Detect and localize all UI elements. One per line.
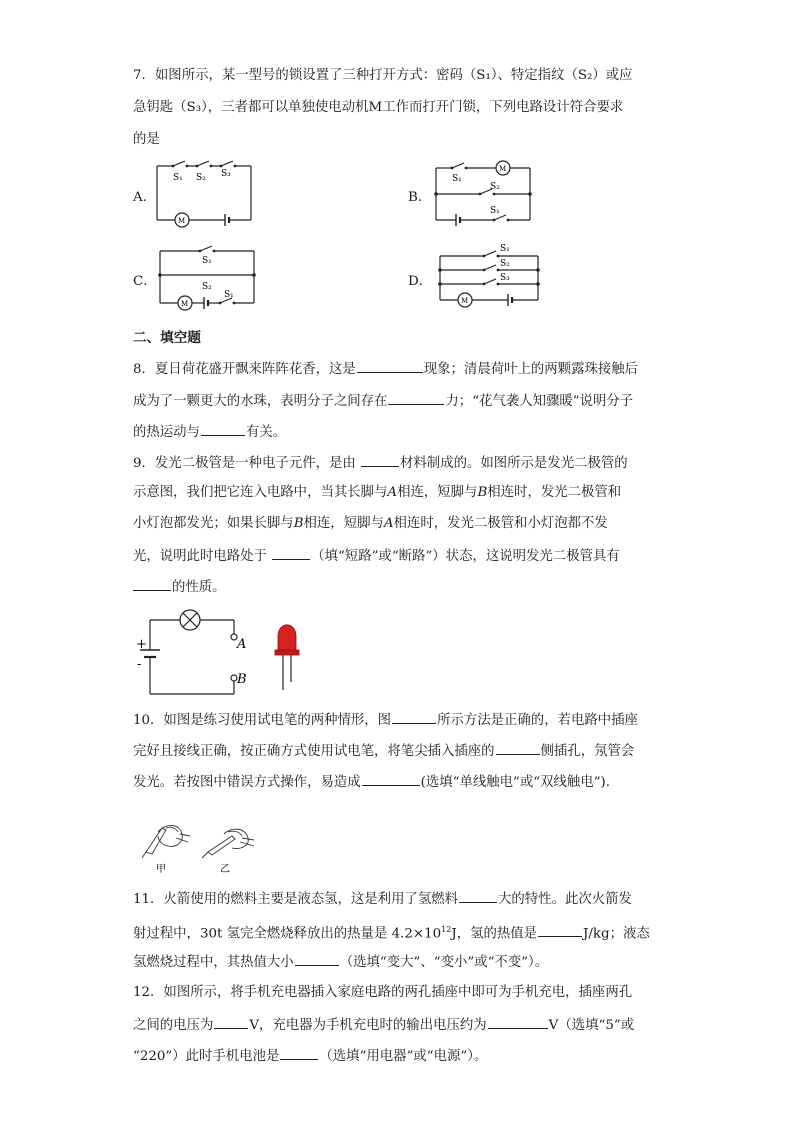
q9-blank3[interactable] (133, 576, 171, 591)
circuit-b-s1: S₁ (452, 174, 462, 184)
q9-line3: 小灯泡都发光；如果长脚与B相连，短脚与A相连时，发光二极管和小灯泡都不发 (133, 516, 608, 531)
q12-line3: “220”）此时手机电池是 （选填“用电器”或“电源”）。 (133, 1045, 487, 1067)
circuit-a (155, 158, 255, 224)
q10-line3: 发光。若按图中错误方式操作，易造成 (选填“单线触电”或“双线触电”). (133, 771, 610, 793)
q8-line2: 成为了一颗更大的水珠，表明分子之间存在 力；“花气袭人知骤暖”说明分子 (133, 390, 633, 412)
q9-line4: 光，说明此时电路处于 （填“短路”或“断路”）状态，这说明发光二极管具有 (133, 545, 620, 567)
q8-blank3[interactable] (201, 421, 245, 436)
q11-line1: 11．火箭使用的燃料主要是液态氢，这是利用了氢燃料 大的特性。此次火箭发 (133, 888, 632, 910)
circuit-a-motor: M (178, 217, 186, 225)
option-b: B． (408, 190, 432, 205)
option-c: C． (133, 274, 157, 289)
q9-line1: 9．发光二极管是一种电子元件，是由 材料制成的。如图所示是发光二极管的 (133, 452, 628, 474)
figure-label-jia: 甲 (156, 864, 166, 875)
q11-blank2[interactable] (538, 922, 582, 937)
q12-line2: 之间的电压为 V，充电器为手机充电时的输出电压约为 V（选填“5”或 (133, 1014, 634, 1036)
q11-blank1[interactable] (459, 888, 497, 903)
q9-blank1[interactable] (361, 452, 399, 467)
q9-terminal-a: A (237, 637, 247, 652)
circuit-d-motor: M (461, 297, 469, 305)
q12-blank1[interactable] (214, 1014, 248, 1029)
circuit-b (434, 158, 534, 224)
circuit-a-s2: S₂ (196, 173, 206, 183)
q7-line1: 7．如图所示，某一型号的锁设置了三种打开方式：密码（S₁）、特定指纹（S₂）或应 (133, 68, 633, 83)
circuit-c-s1: S₁ (202, 256, 212, 266)
q7-line3: 的是 (133, 132, 160, 147)
led-icon (272, 624, 302, 694)
circuit-c-motor: M (181, 300, 189, 308)
option-a: A． (133, 190, 157, 205)
q12-line1: 12．如图所示，将手机充电器插入家庭电路的两孔插座中即可为手机充电，插座两孔 (133, 985, 633, 1000)
figure-label-yi: 乙 (220, 864, 230, 875)
q9-line5: 的性质。 (133, 576, 226, 598)
q12-blank3[interactable] (280, 1045, 318, 1060)
q9-blank2[interactable] (272, 545, 310, 560)
q10-blank3[interactable] (362, 771, 420, 786)
q11-blank3[interactable] (295, 951, 339, 966)
q10-blank2[interactable] (496, 740, 540, 755)
q10-blank1[interactable] (392, 709, 436, 724)
section-heading: 二、填空题 (133, 330, 201, 346)
q9-terminal-b: B (237, 672, 247, 687)
circuit-b-s2: S₂ (490, 182, 500, 192)
circuit-c-s3: S₁ (224, 290, 234, 300)
circuit-a-s1: S₁ (173, 173, 183, 183)
circuit-c-s2: S₂ (202, 282, 212, 292)
test-pen-figure (136, 812, 260, 876)
option-d: D． (408, 274, 433, 289)
q12-blank2[interactable] (488, 1014, 548, 1029)
q11-line2: 射过程中，30t 氢完全燃烧释放出的热量是 $4.2\times 10^{12}J$，氢的热值是 J/kg；液态 (133, 920, 650, 944)
circuit-a-s3: S₃ (221, 169, 231, 179)
q9-plus-sign: + (136, 637, 147, 652)
q8-blank1[interactable] (357, 358, 423, 373)
q8-line3: 的热运动与 有关。 (133, 421, 286, 443)
q11-line3: 氢燃烧过程中，其热值大小 （选填“变大”、“变小”或“不变”）。 (133, 951, 548, 973)
q8-blank2[interactable] (388, 390, 444, 405)
circuit-c (158, 245, 258, 308)
q10-line1: 10．如图是练习使用试电笔的两种情形，图 所示方法是正确的，若电路中插座 (133, 709, 638, 731)
circuit-d (438, 242, 542, 306)
circuit-d-s3: S₃ (500, 273, 510, 283)
q9-circuit-figure (134, 606, 254, 698)
q9-minus-sign: - (137, 657, 142, 672)
q10-line2: 完好且接线正确，按正确方式使用试电笔，将笔尖插入插座的 侧插孔，氖管会 (133, 740, 634, 762)
circuit-d-s1: S₁ (500, 244, 510, 254)
circuit-d-s2: S₂ (500, 259, 510, 269)
q8-line1: 8．夏日荷花盛开飘来阵阵花香，这是 现象；清晨荷叶上的两颗露珠接触后 (133, 358, 638, 380)
q9-line2: 示意图，我们把它连入电路中，当其长脚与A相连，短脚与B相连时，发光二极管和 (133, 485, 622, 500)
circuit-b-motor: M (499, 165, 507, 173)
circuit-b-s3: S₁ (490, 206, 500, 216)
q7-line2: 急钥匙（S₃），三者都可以单独使电动机M工作而打开门锁，下列电路设计符合要求 (133, 100, 624, 115)
